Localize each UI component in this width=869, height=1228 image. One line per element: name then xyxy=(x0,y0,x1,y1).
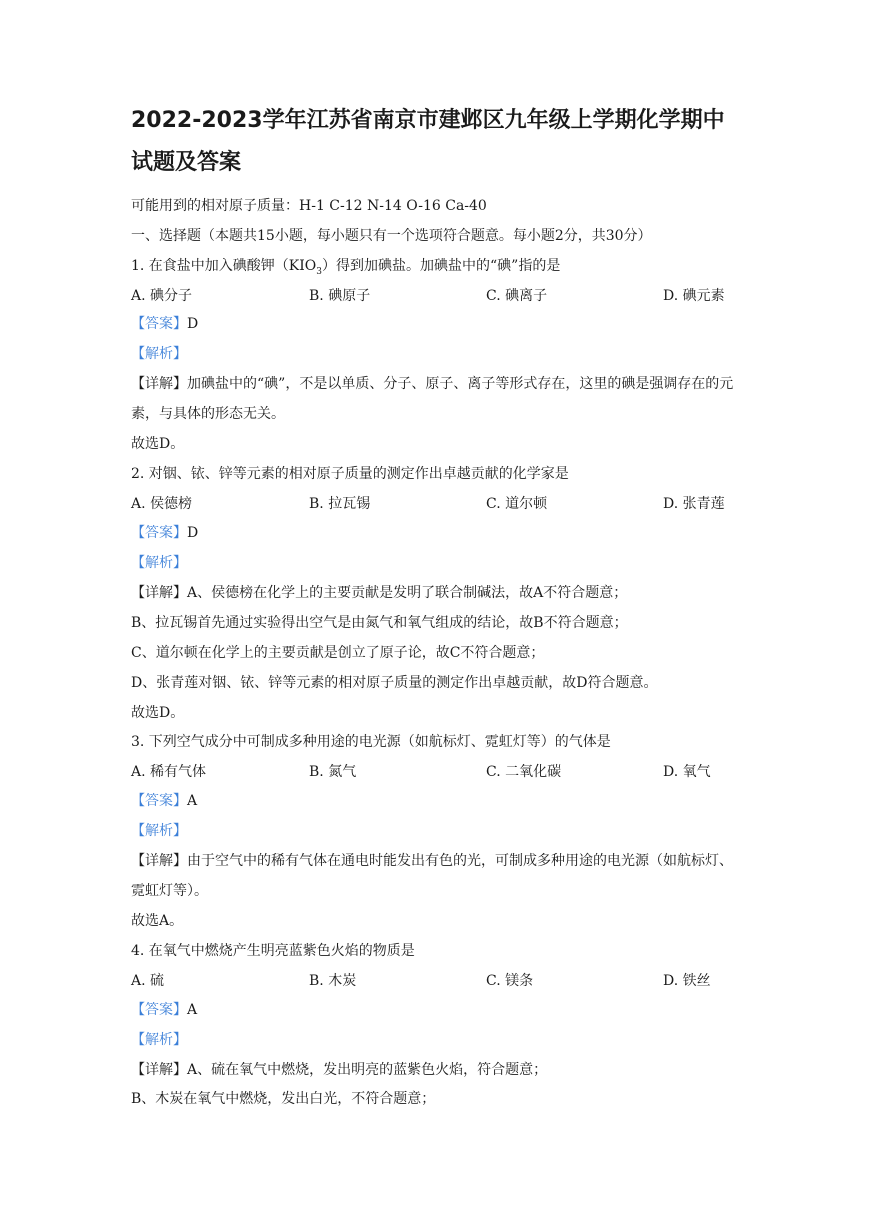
q2-answer xyxy=(131,522,771,544)
section1-header: 一、选择题（本题共15小题，每小题只有一个选项符合题意。每小题2分，共30分） xyxy=(131,228,652,244)
q1-analysis-label: 【解析】 xyxy=(131,346,187,362)
q1-stem-sub: 3 xyxy=(316,266,323,277)
q2-option-b: B. 拉瓦锡 xyxy=(309,496,371,512)
detail-label: 【详解】 xyxy=(131,1062,187,1078)
atomic-masses: 可能用到的相对原子质量：H-1 C-12 N-14 O-16 Ca-40 xyxy=(131,198,487,214)
q2-stem: 2. 对铟、铱、锌等元素的相对原子质量的测定作出卓越贡献的化学家是 xyxy=(131,466,569,482)
q2-detail-c: C、道尔顿在化学上的主要贡献是创立了原子论，故C不符合题意； xyxy=(131,645,545,661)
q3-detail xyxy=(131,846,743,906)
q1-option-a: A. 碘分子 xyxy=(131,288,193,304)
q1-answer-value: D xyxy=(187,316,199,332)
answer-label: 【答案】 xyxy=(131,793,187,809)
q4-detail-a-text: A、硫在氧气中燃烧，发出明亮的蓝紫色火焰，符合题意； xyxy=(187,1062,548,1078)
answer-label: 【答案】 xyxy=(131,316,187,332)
q1-answer xyxy=(131,313,771,335)
q1-stem-after: ）得到加碘盐。加碘盐中的“碘”指的是 xyxy=(322,258,561,274)
detail-label: 【详解】 xyxy=(131,585,187,601)
q3-analysis-label: 【解析】 xyxy=(131,823,187,839)
q3-answer xyxy=(131,790,771,812)
detail-label: 【详解】 xyxy=(131,853,187,869)
q1-detail-text: 加碘盐中的“碘”，不是以单质、分子、原子、离子等形式存在，这里的碘是强调存在的元素，与具体的形态无关。 xyxy=(131,376,734,422)
q4-option-c: C. 镁条 xyxy=(486,973,534,989)
q2-option-d: D. 张青莲 xyxy=(663,496,725,512)
q2-option-c: C. 道尔顿 xyxy=(486,496,548,512)
q3-option-d: D. 氧气 xyxy=(663,764,711,780)
q3-option-c: C. 二氧化碳 xyxy=(486,764,562,780)
q3-option-b: B. 氮气 xyxy=(309,764,357,780)
q3-conclusion: 故选A。 xyxy=(131,913,184,929)
q2-option-a: A. 侯德榜 xyxy=(131,496,193,512)
q3-answer-value: A xyxy=(187,793,198,809)
q2-detail-b: B、拉瓦锡首先通过实验得出空气是由氮气和氧气组成的结论，故B不符合题意； xyxy=(131,615,628,631)
q4-option-a: A. 硫 xyxy=(131,973,165,989)
q2-analysis-label: 【解析】 xyxy=(131,555,187,571)
document-title-line1: 2022-2023学年江苏省南京市建邺区九年级上学期化学期中 xyxy=(131,108,725,133)
q4-stem: 4. 在氧气中燃烧产生明亮蓝紫色火焰的物质是 xyxy=(131,943,415,959)
detail-label: 【详解】 xyxy=(131,376,187,392)
q2-detail-d: D、张青莲对铟、铱、锌等元素的相对原子质量的测定作出卓越贡献，故D符合题意。 xyxy=(131,675,658,691)
q1-detail xyxy=(131,369,743,429)
q4-analysis-label: 【解析】 xyxy=(131,1032,187,1048)
q3-option-a: A. 稀有气体 xyxy=(131,764,207,780)
q2-detail-a xyxy=(131,582,771,604)
q4-detail-a xyxy=(131,1059,771,1081)
q1-stem xyxy=(131,255,771,283)
q1-option-d: D. 碘元素 xyxy=(663,288,725,304)
q4-detail-b: B、木炭在氧气中燃烧，发出白光，不符合题意； xyxy=(131,1091,436,1107)
q2-detail-a-text: A、侯德榜在化学上的主要贡献是发明了联合制碱法，故A不符合题意； xyxy=(187,585,628,601)
q3-stem: 3. 下列空气成分中可制成多种用途的电光源（如航标灯、霓虹灯等）的气体是 xyxy=(131,734,611,750)
q1-stem-before: 1. 在食盐中加入碘酸钾（KIO xyxy=(131,258,317,274)
q4-answer-value: A xyxy=(187,1002,198,1018)
document-title-line2: 试题及答案 xyxy=(131,150,242,175)
q2-answer-value: D xyxy=(187,525,199,541)
q2-conclusion: 故选D。 xyxy=(131,705,185,721)
q4-option-b: B. 木炭 xyxy=(309,973,357,989)
answer-label: 【答案】 xyxy=(131,1002,187,1018)
q3-detail-text: 由于空气中的稀有气体在通电时能发出有色的光，可制成多种用途的电光源（如航标灯、霓虹灯等）。 xyxy=(131,853,733,899)
q4-option-d: D. 铁丝 xyxy=(663,973,711,989)
answer-label: 【答案】 xyxy=(131,525,187,541)
q4-answer xyxy=(131,999,771,1021)
q1-option-b: B. 碘原子 xyxy=(309,288,371,304)
q1-conclusion: 故选D。 xyxy=(131,436,185,452)
q1-option-c: C. 碘离子 xyxy=(486,288,548,304)
